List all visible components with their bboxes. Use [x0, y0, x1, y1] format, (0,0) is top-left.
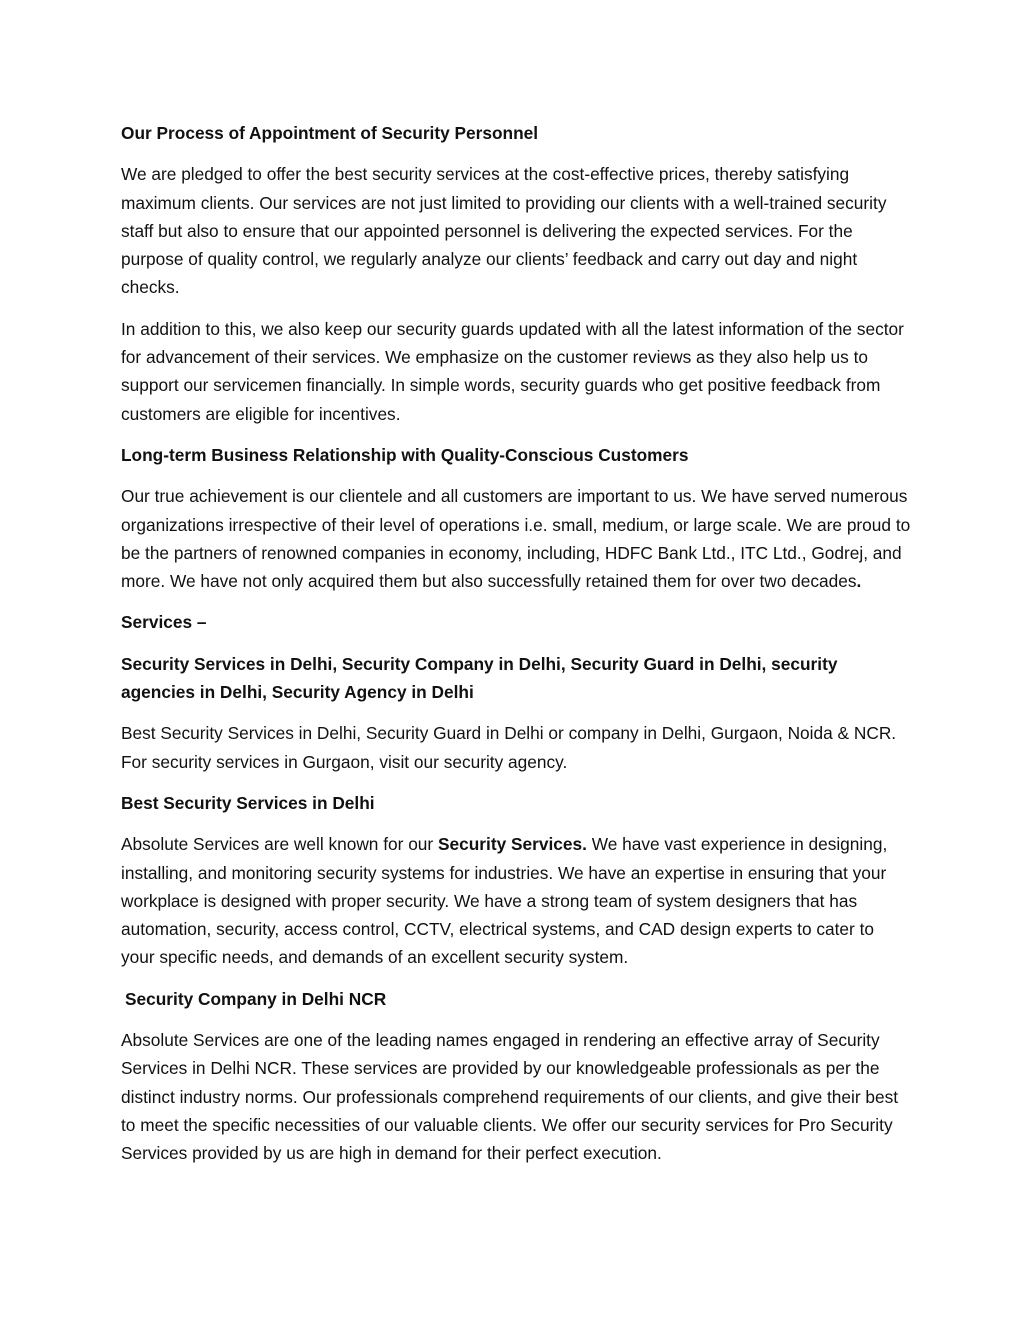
paragraph-best-services: Best Security Services in Delhi, Security Guard in Delhi or company in Delhi, Gurgaon, Noida & NCR. For security services in Gurgaon, visit our security agency.	[121, 723, 897, 772]
paragraph-clientele	[121, 482, 911, 595]
paragraph-absolute-services-bold: Security Services.	[437, 834, 587, 855]
heading-services: Services –	[121, 612, 207, 633]
heading-best-security-services: Best Security Services in Delhi	[121, 792, 375, 813]
paragraph-guard-updates: In addition to this, we also keep our security guards updated with all the latest information of the sector for advancement of their services. We emphasize on the customer reviews as they also help us to support our servicemen financially. In simple words, security guards who get positive feedback from customers are eligible for incentives.	[121, 318, 904, 424]
paragraph-absolute-services-start: Absolute Services are well known for our	[121, 834, 438, 855]
paragraph-clientele-period: .	[856, 571, 862, 592]
paragraph-pledge: We are pledged to offer the best security services at the cost-effective prices, thereby satisfying maximum clients. Our services are not just limited to providing our clients with a well-trained security staff but also to ensure that our appointed personnel is delivering the expected services. For the purpose of quality control, we regularly analyze our clients’ feedback and carry out day and night checks.	[121, 164, 887, 298]
heading-security-company-ncr: Security Company in Delhi NCR	[125, 988, 387, 1009]
paragraph-absolute-services-rest: We have vast experience in designing, installing, and monitoring security systems for industries. We have an expertise in ensuring that your workplace is designed with proper security. We have a strong team of system designers that has automation, security, access control, CCTV, electrical systems, and CAD design experts to cater to your specific needs, and demands of an excellent security system.	[121, 834, 888, 968]
heading-appointment-process: Our Process of Appointment of Security Personnel	[121, 123, 539, 143]
paragraph-leading-names: Absolute Services are one of the leading names engaged in rendering an effective array of Security Services in Delhi NCR. These services are provided by our knowledgeable professionals as per the distinct industry norms. Our professionals comprehend requirements of our clients, and give their best to meet the specific necessities of our valuable clients. We offer our security services for Pro Security Services provided by us are high in demand for their perfect execution.	[121, 1030, 899, 1164]
heading-services-keywords: Security Services in Delhi, Security Company in Delhi, Security Guard in Delhi, security agencies in Delhi, Security Agency in Delhi	[121, 653, 838, 703]
document-body	[121, 119, 911, 1181]
paragraph-absolute-services	[121, 830, 911, 971]
paragraph-clientele-text: Our true achievement is our clientele and all customers are important to us. We have served numerous organizations irrespective of their level of operations i.e. small, medium, or large scale. We are proud to be the partners of renowned companies in economy, including, HDFC Bank Ltd., ITC Ltd., Godrej, and more. We have not only acquired them but also successfully retained them for over two decades	[121, 486, 911, 592]
heading-business-relationship: Long-term Business Relationship with Quality-Conscious Customers	[121, 444, 689, 465]
